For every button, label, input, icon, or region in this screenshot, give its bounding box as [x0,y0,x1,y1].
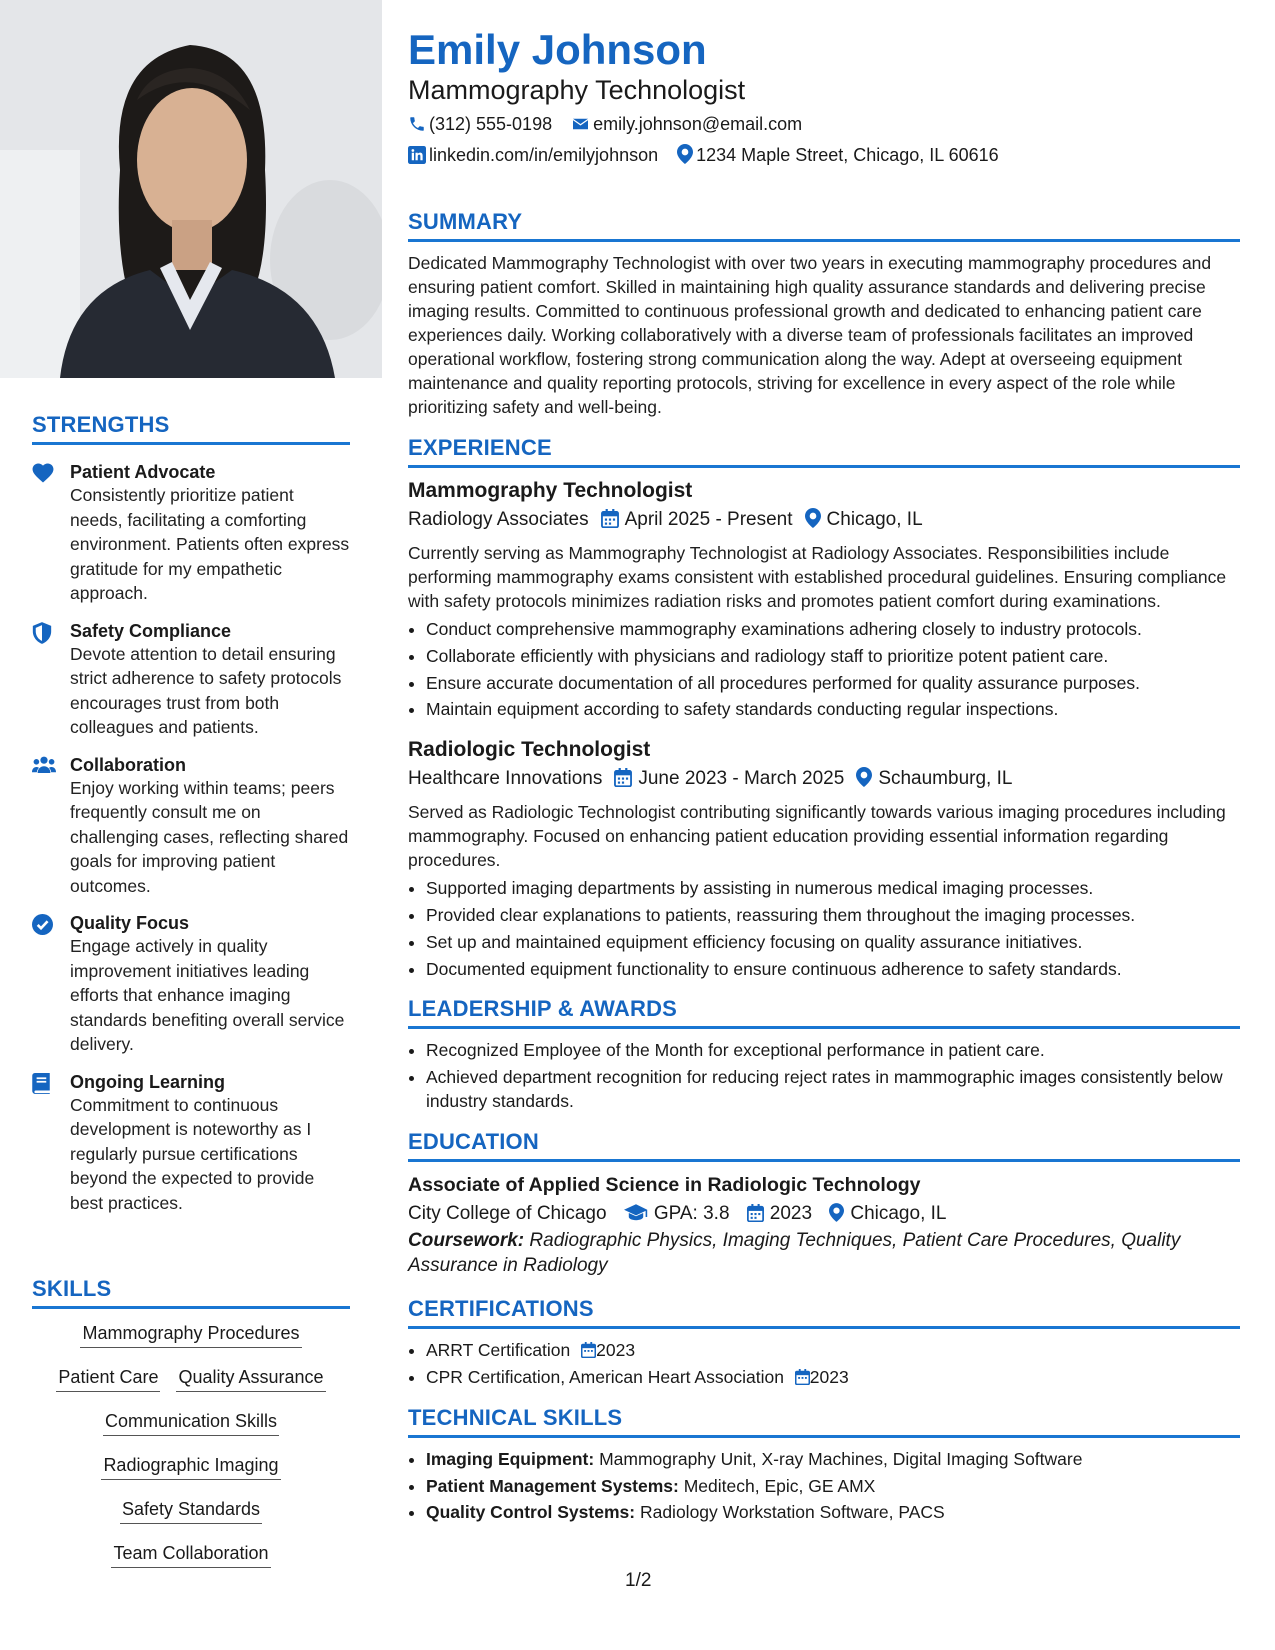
list-item: • Provided clear explanations to patients, reassuring them throughout the imaging processes. [426,902,1240,929]
contact-line-2 [408,143,1240,167]
graduation-year: 2023 [769,1203,813,1225]
skill-tag: Patient Care [56,1367,160,1392]
coursework [408,1229,1240,1278]
tech-label: Quality Control Systems: [426,1502,636,1523]
coursework-text: Radiographic Physics, Imaging Techniques, Patient Care Procedures, Quality Assurance in Radiology [408,1230,1181,1276]
job-description: Served as Radiologic Technologist contributing significantly towards various imaging procedures including mammography. Focused on enhancing patient education providing essential information regarding procedures. [408,802,1226,871]
school-location: Chicago, IL [850,1203,947,1225]
job-location: Chicago, IL [826,509,923,530]
calendar-icon [581,1342,596,1358]
list-item: • Supported imaging departments by assisting in numerous medical imaging processes. [426,875,1240,902]
graduation-cap-icon [624,1204,648,1222]
gpa-text: GPA: 3.8 [653,1203,730,1225]
list-item: • Maintain equipment according to safety standards conducting regular inspections. [426,696,1240,723]
technical-skills-section [408,1405,1240,1526]
cert-name: ARRT Certification [426,1340,571,1361]
skills-list [32,1323,350,1568]
address-contact [677,143,999,167]
skill-tag: Communication Skills [103,1411,279,1436]
experience-section [408,435,1240,982]
list-item: • Achieved department recognition for reducing reject rates in mammographic images consistently below industry standards. [426,1066,1240,1113]
cert-name: CPR Certification, American Heart Association [426,1366,784,1387]
contact-line-1 [408,112,1240,136]
leadership-list [408,1037,1240,1113]
location-pin-icon [805,508,821,528]
linkedin-icon [408,146,426,164]
experience-heading: EXPERIENCE [408,435,1240,468]
cert-year: 2023 [596,1340,636,1361]
email-icon [571,115,590,133]
summary-text: Dedicated Mammography Technologist with over two years in executing mammography procedures and ensuring patient comfort. Skilled in maintaining high quality assurance standards and delivering precise imaging results. Committed to continuous professional growth and dedicated to enhancing patient care experiences daily. Working collaboratively with a diverse team of professionals facilitates an improved operational workflow, fostering strong communication along the way. Adept at overseeing equipment maintenance and quality reporting protocols, striving for excellence in every aspect of the role while prioritizing safety and well-being. [408,253,1212,417]
job-description: Currently serving as Mammography Technologist at Radiology Associates. Responsibilities include performing mammography exams consistent with established procedural guidelines. Ensuring compliance with safety protocols minimizes radiation risks and promotes patient comfort during examinations. [408,543,1227,611]
job-title: Radiologic Technologist [408,738,651,762]
strength-item [32,1071,350,1216]
strength-text: Engage actively in quality improvement initiatives leading efforts that enhance imaging standards benefiting overall service delivery. [70,936,345,1054]
phone-text: (312) 555-0198 [429,114,553,134]
job-bullets [408,616,1240,723]
linkedin-text: linkedin.com/in/emilyjohnson [429,145,659,165]
cert-year: 2023 [809,1366,849,1387]
skill-tag: Team Collaboration [111,1543,270,1568]
skills-heading: SKILLS [32,1276,350,1309]
linkedin-contact[interactable] [408,143,658,167]
company-name: Radiology Associates [408,509,589,530]
left-column [0,0,382,1650]
strength-text: Commitment to continuous development is noteworthy as I regularly pursue certifications beyond the expected to provide best practices. [70,1094,315,1213]
education-section [408,1129,1240,1278]
education-heading: EDUCATION [408,1129,1240,1162]
calendar-icon [601,509,619,528]
tech-value: Radiology Workstation Software, PACS [639,1502,945,1523]
certifications-heading: CERTIFICATIONS [408,1296,1240,1329]
strength-title: Patient Advocate [70,462,216,482]
calendar-icon [795,1369,810,1385]
address-text: 1234 Maple Street, Chicago, IL 60616 [696,145,999,165]
strength-text: Enjoy working within teams; peers frequently consult me on challenging cases, reflecting shared goals for improving patient outcomes. [70,777,349,896]
list-item: • Ensure accurate documentation of all procedures performed for quality assurance purposes. [426,670,1240,697]
list-item: • Collaborate efficiently with physicians and radiology staff to prioritize potent patient care. [426,643,1240,670]
list-item: • Conduct comprehensive mammography examinations adhering closely to industry protocols. [426,616,1240,643]
strength-title: Collaboration [70,754,186,775]
skill-tag: Mammography Procedures [80,1323,301,1348]
list-item [426,1364,1240,1391]
phone-icon [408,115,426,133]
page-number: 1/2 [625,1570,652,1591]
book-icon [32,1073,54,1095]
check-circle-icon [32,914,54,936]
company-name: Healthcare Innovations [408,768,603,790]
job-entry [408,478,1240,723]
phone-contact [408,112,552,136]
job-dates: June 2023 - March 2025 [638,768,845,790]
tech-label: Patient Management Systems: [426,1475,679,1496]
school-name: City College of Chicago [408,1203,607,1225]
users-icon [32,756,54,778]
leadership-section [408,996,1240,1113]
coursework-label: Coursework: [408,1230,525,1252]
heart-icon [32,463,54,485]
certifications-section [408,1296,1240,1391]
list-item: • Set up and maintained equipment efficiency focusing on quality assurance initiatives. [426,929,1240,956]
strength-item [32,912,350,1057]
tech-label: Imaging Equipment: [426,1448,595,1469]
candidate-name: Emily Johnson [408,26,707,73]
strength-title: Ongoing Learning [70,1071,225,1092]
summary-heading: SUMMARY [408,209,1240,242]
list-item [426,1446,1240,1473]
list-item: • Documented equipment functionality to ensure continuous adherence to safety standards. [426,956,1240,983]
location-pin-icon [856,767,872,787]
strengths-heading: STRENGTHS [32,412,350,445]
strength-text: Devote attention to detail ensuring strict adherence to safety protocols encourages trust from both colleagues and patients. [70,643,342,737]
location-pin-icon [829,1203,844,1222]
list-item [426,1337,1240,1364]
technical-skills-list [408,1446,1240,1526]
tech-value: Mammography Unit, X-ray Machines, Digital Imaging Software [599,1448,1083,1469]
summary-section [408,209,1240,419]
skill-tag: Radiographic Imaging [101,1455,280,1480]
job-dates: April 2025 - Present [624,509,793,530]
technical-skills-heading: TECHNICAL SKILLS [408,1405,1240,1438]
strengths-section [32,412,350,1215]
skill-tag: Safety Standards [120,1499,262,1524]
shield-icon [32,622,54,644]
strength-title: Quality Focus [70,913,190,933]
strength-item [32,461,350,606]
calendar-icon [747,1204,764,1222]
candidate-role: Mammography Technologist [408,75,746,105]
list-item: • Recognized Employee of the Month for exceptional performance in patient care. [426,1037,1240,1064]
job-entry [408,737,1240,982]
list-item [426,1473,1240,1500]
job-location: Schaumburg, IL [878,768,1013,790]
skills-section [32,1276,350,1587]
right-column [408,0,1240,1526]
education-meta [408,1201,1240,1227]
degree-title: Associate of Applied Science in Radiologic Technology [408,1174,921,1197]
job-bullets [408,875,1240,982]
profile-photo [0,0,382,378]
strength-title: Safety Compliance [70,620,232,641]
list-item [426,1499,1240,1526]
job-meta [408,507,1240,533]
email-text: emily.johnson@email.com [593,114,803,134]
leadership-heading: LEADERSHIP & AWARDS [408,996,1240,1029]
location-pin-icon [677,144,693,164]
email-contact[interactable] [571,112,802,136]
job-title: Mammography Technologist [408,479,693,502]
strength-text: Consistently prioritize patient needs, facilitating a comforting environment. Patients often express gratitude for my empathetic approach. [70,485,350,603]
strength-item [32,620,350,740]
skill-tag: Quality Assurance [176,1367,325,1392]
calendar-icon [614,768,632,787]
strength-item [32,754,350,899]
tech-value: Meditech, Epic, GE AMX [683,1475,876,1496]
certifications-list [408,1337,1240,1391]
job-meta [408,766,1240,792]
